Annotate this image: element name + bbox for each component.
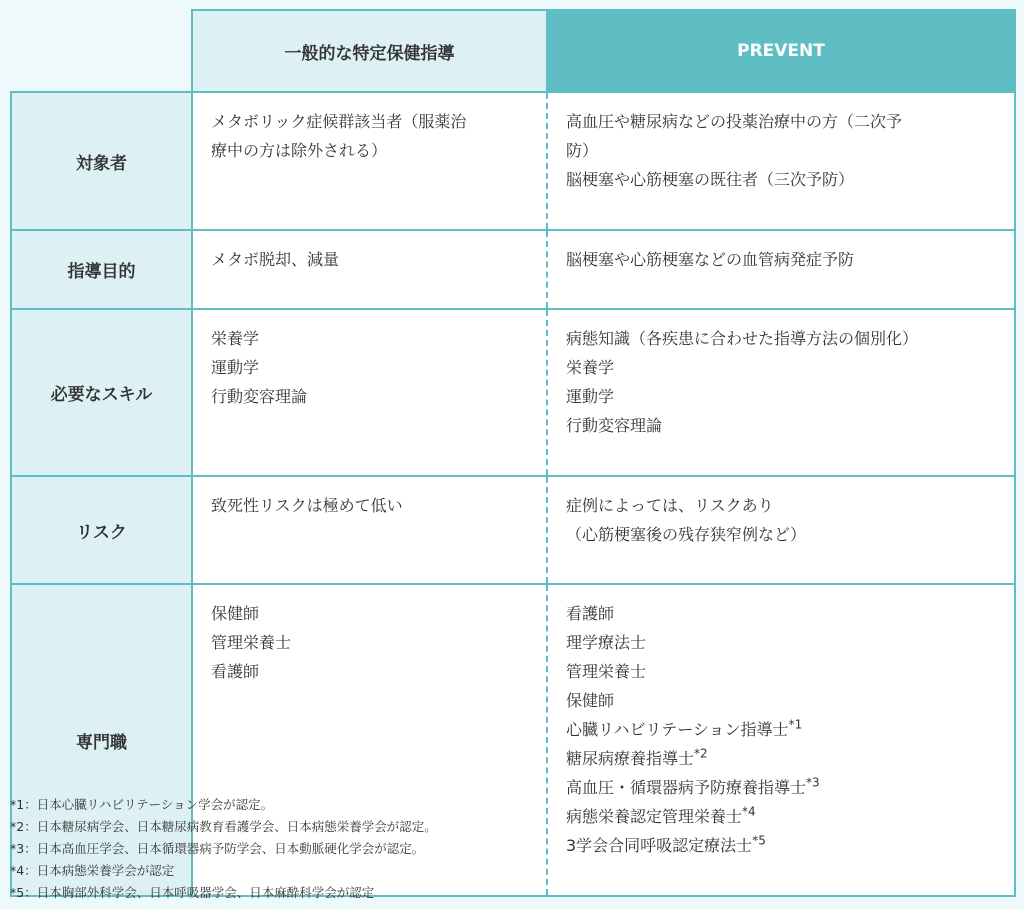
- footnote-marker: *1: [788, 717, 803, 732]
- cell-line: [566, 599, 996, 628]
- prevent-cell: [547, 230, 1015, 309]
- footnote: *3：日本高血圧学会、日本循環器病予防学会、日本動脈硬化学会が認定。: [10, 841, 425, 856]
- header-general-guidance: 一般的な特定保健指導: [192, 10, 547, 92]
- cell-line: 看護師: [211, 662, 260, 681]
- cell-line: 病態知識（各疾患に合わせた指導方法の個別化）: [566, 329, 919, 348]
- general-cell: [192, 309, 547, 476]
- qualification-name: 糖尿病療養指導士: [566, 749, 695, 768]
- cell-line: 療中の方は除外される）: [211, 141, 388, 160]
- cell-line: 管理栄養士: [211, 633, 292, 652]
- comparison-table: [10, 9, 1016, 897]
- footnote: *2：日本糖尿病学会、日本糖尿病教育看護学会、日本病態栄養学会が認定。: [10, 819, 437, 834]
- cell-line: [566, 657, 996, 686]
- prevent-cell: [547, 92, 1015, 230]
- qualification-name: 高血圧・循環器病予防療養指導士: [566, 778, 807, 797]
- header-prevent: PREVENT: [547, 10, 1015, 92]
- footnote: *4：日本病態栄養学会が認定: [10, 863, 175, 878]
- cell-line: [566, 831, 996, 860]
- cell-line: 運動学: [566, 387, 615, 406]
- empty-corner-cell: [11, 10, 192, 92]
- cell-line: 高血圧や糖尿病などの投薬治療中の方（二次予: [566, 112, 903, 131]
- general-cell: [192, 476, 547, 584]
- qualification-name: 理学療法士: [566, 633, 647, 652]
- row-label: 必要なスキル: [11, 309, 192, 476]
- footnotes: [10, 794, 437, 904]
- qualification-name: 看護師: [566, 604, 615, 623]
- prevent-cell: [547, 476, 1015, 584]
- table-row: [11, 476, 1015, 584]
- prevent-cell: [547, 584, 1015, 896]
- cell-line: [566, 773, 996, 802]
- general-cell: [192, 230, 547, 309]
- cell-line: 脳梗塞や心筋梗塞などの血管病発症予防: [566, 250, 855, 269]
- cell-line: [566, 628, 996, 657]
- cell-line: 症例によっては、リスクあり: [566, 496, 774, 515]
- table-row: [11, 230, 1015, 309]
- qualification-name: 病態栄養認定管理栄養士: [566, 807, 743, 826]
- cell-line: [566, 802, 996, 831]
- footnote: *5：日本胸部外科学会、日本呼吸器学会、日本麻酔科学会が認定: [10, 885, 375, 900]
- footnote-marker: *2: [694, 746, 708, 761]
- row-label: 対象者: [11, 92, 192, 230]
- cell-line: 栄養学: [566, 358, 615, 377]
- cell-line: 致死性リスクは極めて低い: [211, 496, 403, 515]
- qualification-name: 管理栄養士: [566, 662, 647, 681]
- footnote-marker: *4: [742, 804, 756, 819]
- cell-line: 脳梗塞や心筋梗塞の既往者（三次予防）: [566, 170, 855, 189]
- qualification-name: 保健師: [566, 691, 615, 710]
- cell-line: （心筋梗塞後の残存狭窄例など）: [566, 525, 807, 544]
- cell-line: 行動変容理論: [566, 416, 663, 435]
- cell-line: 保健師: [211, 604, 260, 623]
- qualification-name: 心臓リハビリテーション指導士: [566, 720, 789, 739]
- cell-line: [566, 686, 996, 715]
- cell-line: メタボリック症候群該当者（服薬治: [211, 112, 467, 131]
- general-cell: [192, 92, 547, 230]
- table-row: [11, 309, 1015, 476]
- row-label: リスク: [11, 476, 192, 584]
- table-header-row: [11, 10, 1015, 92]
- prevent-cell: [547, 309, 1015, 476]
- cell-line: 栄養学: [211, 329, 260, 348]
- cell-line: メタボ脱却、減量: [211, 250, 340, 269]
- footnote-marker: *3: [806, 775, 820, 790]
- cell-line: 運動学: [211, 358, 260, 377]
- cell-line: 防）: [566, 141, 599, 160]
- footnote: *1：日本心臓リハビリテーション学会が認定。: [10, 797, 274, 812]
- qualification-name: 3学会合同呼吸認定療法士: [566, 836, 753, 855]
- row-label: 専門職: [11, 584, 192, 896]
- cell-line: [566, 715, 996, 744]
- cell-line: 行動変容理論: [211, 387, 308, 406]
- footnote-marker: *5: [752, 833, 766, 848]
- cell-line: [566, 744, 996, 773]
- row-label: 指導目的: [11, 230, 192, 309]
- table-row: [11, 92, 1015, 230]
